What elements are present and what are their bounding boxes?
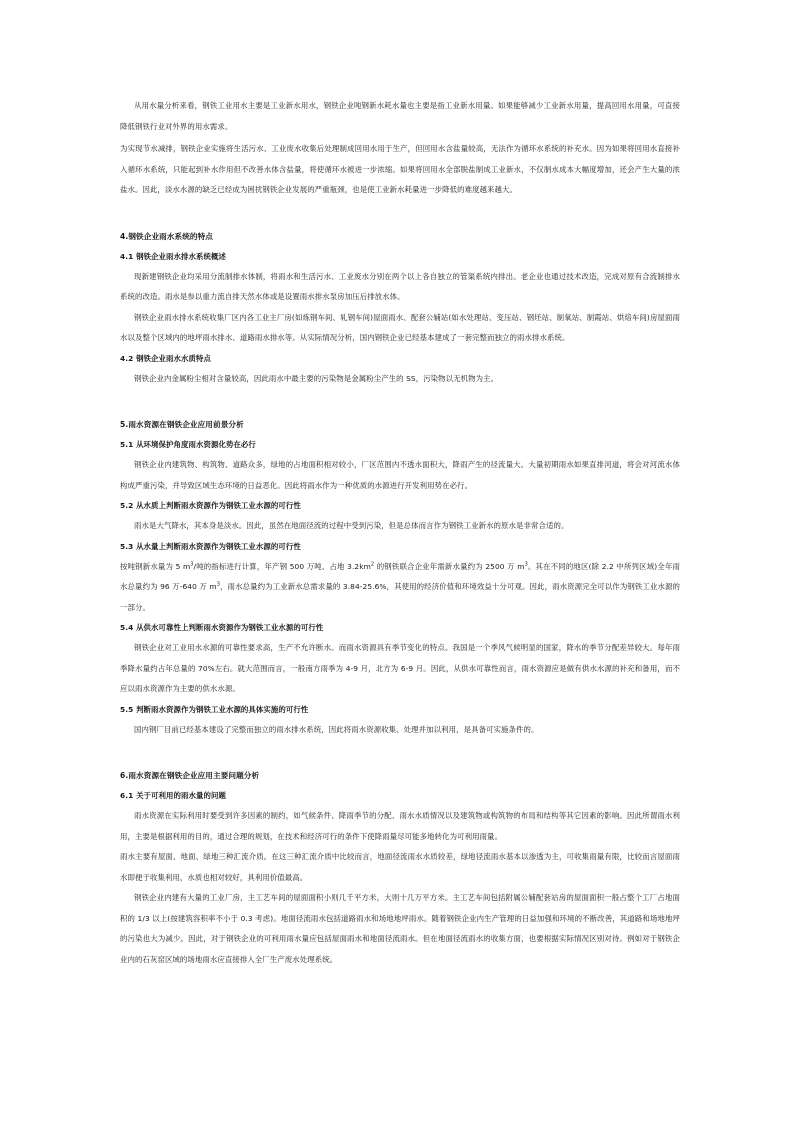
section-5-4-paragraph-1: 钢铁企业对工业用水水源的可靠性要求高，生产不允许断水。而雨水资源具有季节变化的特点。我国是一个季风气候明显的国家，降水的季节分配差异较大。每年雨季降水量约占年总量的 70%左右。就大范围而言，一般南方雨季为 4-9 月，北方为 6-9 月。因此，从供水可靠性而言，雨水资源应是做有供水水源的补充和备用，而不应以雨水资源作为主要的供水水源。 [120,643,680,693]
section-4-2-paragraph-1: 钢铁企业内金属粉尘相对含量较高，因此雨水中最主要的污染物是金属粉尘产生的 SS，污染物以无机物为主。 [134,373,499,383]
section-5-1-heading: 5.1 从环境保护角度雨水资源化势在必行 [120,440,256,449]
section-6-1-paragraph-1: 雨水资源在实际利用时要受到许多因素的制约，如气候条件、降雨季节的分配、雨水水质情况以及建筑物或构筑物的布局和结构等其它因素的影响。因此所谓雨水利用，主要是根据利用的目的，通过合理的规划，在技术和经济可行的条件下使降雨量尽可能多地转化为可利用雨量。 [120,811,680,841]
section-5-3-text-d: 。其在不同的地区(除 2.2 中所列区域)全年雨水总量约为 96 万-640 万 m [120,561,681,591]
section-5-3-text-e: ，雨水总量约为工业新水总需求量的 3.84-25.6%，其使用的经济价值和环境效益十分可观。因此，雨水资源完全可以作为钢铁工业水源的一部分。 [120,582,681,612]
section-5-3-paragraph-1 [120,557,680,619]
superscript-2: 2 [370,561,375,568]
section-4-heading: 4.钢铁企业雨水系统的特点 [120,231,213,241]
section-4-2-heading: 4.2 钢铁企业雨水水质特点 [120,353,211,363]
superscript-3: 3 [190,561,194,568]
section-5-4-heading: 5.4 从供水可靠性上判断雨水资源作为钢铁工业水源的可行性 [120,623,324,632]
section-6-1-paragraph-3: 钢铁企业内建有大量的工业厂房，主工艺车间的屋面面积小则几千平方米，大则十几万平方米。主工艺车间包括附属公辅配套站房的屋面面积一般占整个工厂占地面积的 1/3 以上(按建筑容积率不小于 0.3 考虑)。地面径流雨水包括道路雨水和场地地坪雨水。随着钢铁企业内生产管理的日益加强和环境的不断改善，其道路和场地地坪的污染也大为减少。因此，对于钢铁企业的可利用雨水量应包括屋面雨水和地面径流雨水。但在地面径流雨水的收集方面，也要根据实际情况区别对待。例如对于钢铁企业内的石灰窑区域的场地雨水应直接排入全厂生产废水处理系统。 [120,893,680,964]
superscript-3: 3 [524,561,528,568]
section-5-3-text-b: /吨的指标进行计算，年产钢 500 万吨、占地 3.2km [193,561,371,571]
section-5-3-text-a: 按吨钢新水量为 5 m [120,561,191,571]
document-page [120,96,680,970]
section-5-5-heading: 5.5 判断雨水资源作为钢铁工业水源的具体实施的可行性 [120,704,309,714]
intro-paragraph-1: 从用水量分析来看，钢铁工业用水主要是工业新水用水，钢铁企业吨钢新水耗水量也主要是指工业新水用量。如果能够减少工业新水用量，提高回用水用量，可直接降低钢铁行业对外界的用水需求。 [120,101,680,131]
section-5-2-heading: 5.2 从水质上判断雨水资源作为钢铁工业水源的可行性 [120,501,301,510]
section-5-2-paragraph-1: 雨水是大气降水，其本身是淡水。因此，虽然在地面径流的过程中受到污染，但是总体而言作为钢铁工业新水的原水是非常合适的。 [134,521,569,530]
section-5-1-paragraph-1: 钢铁企业内建筑物、构筑物、道路众多，绿地的占地面积相对较小，厂区范围内不透水面积大，降雨产生的径流量大。大量初期雨水如果直排河道，将会对河流水体构成严重污染，并导致区域生态环境的日益恶化。因此将雨水作为一种优质的水源进行开发利用势在必行。 [120,460,680,490]
section-5-3-text-c: 的钢铁联合企业年需新水量约为 2500 万 m [374,561,525,571]
intro-paragraph-2: 为实现节水减排，钢铁企业实施将生活污水、工业废水收集后处理制成回用水用于生产，但回用水含盐量较高，无法作为循环水系统的补充水。因为如果将回用水直接补入循环水系统，只能起到补水作用但不改善水体含盐量，将使循环水被进一步浓缩。如果将回用水全部脱盐制成工业新水，不仅制水成本大幅度增加，还会产生大量的浓盐水。因此，淡水水源的缺乏已经成为困扰钢铁企业发展的严重瓶颈，也是使工业新水耗量进一步降低的难度越来越大。 [120,144,680,194]
section-6-1-heading: 6.1 关于可利用的雨水量的问题 [120,791,226,800]
superscript-3: 3 [216,581,220,588]
section-5-heading: 5.雨水资源在钢铁企业应用前景分析 [120,420,244,429]
section-4-1-heading: 4.1 钢铁企业雨水排水系统概述 [120,251,226,261]
section-5-3-heading: 5.3 从水量上判断雨水资源作为钢铁工业水源的可行性 [120,541,301,551]
section-4-1-paragraph-1: 现新建钢铁企业均采用分流制排水体制，将雨水和生活污水、工业废水分别在两个以上各自独立的管渠系统内排出。老企业也通过技术改造，完成对原有合流制排水系统的改造。雨水是参以重力流自排天然水体或是设置雨水排水泵房加压后排放水体。 [120,271,680,301]
section-4-1-paragraph-2: 钢铁企业雨水排水系统收集厂区内各工业主厂房(如炼钢车间、轧钢车间)屋面雨水、配套公辅站(如水处理站、变压站、钢坯站、制氧站、制霞站、烘焙车间)房屋面雨水以及整个区域内的地坪雨水排水、道路雨水排水等。从实际情况分析，国内钢铁企业已经基本建成了一套完整而独立的雨水排水系统。 [120,312,680,342]
section-6-1-paragraph-2: 雨水主要有屋面、地面、绿地三种汇流介质。在这三种汇流介质中比较而言，地面径流雨水水质较差，绿地径流雨水基本以渗透为主，可收集雨量有限，比较而言屋面雨水即便于收集利用，水质也相对较好，具利用价值最高。 [120,852,680,882]
section-5-5-paragraph-1: 国内钢厂目前已经基本建设了完整而独立的雨水排水系统，因此将雨水资源收集、处理并加以利用，是具备可实施条件的。 [134,724,539,734]
section-6-heading: 6.雨水资源在钢铁企业应用主要问题分析 [120,771,260,780]
